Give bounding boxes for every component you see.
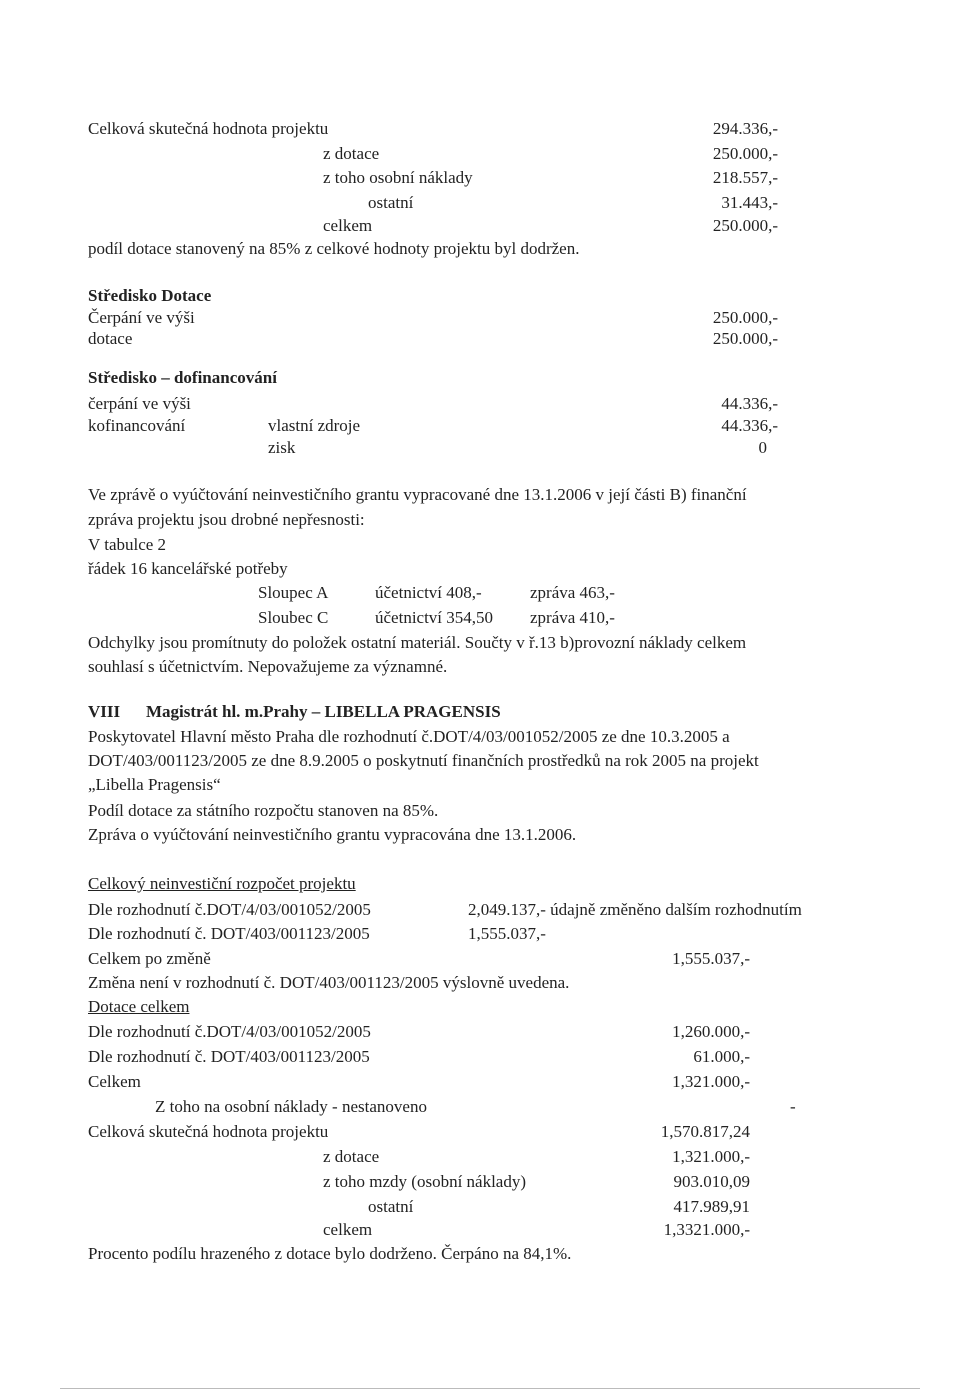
- total-value: 1,570.817,24: [660, 1122, 750, 1141]
- row-value: 250.000,-: [712, 329, 778, 348]
- paragraph-line: souhlasí s účetnictvím. Nepovažujeme za významné.: [88, 657, 448, 676]
- paragraph-line: Zpráva o vyúčtování neinvestičního grantu vypracována dne 13.1.2006.: [88, 825, 577, 844]
- row-value: 31.443,-: [721, 193, 778, 212]
- section-title: Magistrát hl. m.Prahy – LIBELLA PRAGENSIS: [146, 702, 501, 721]
- row-value: 2,049.137,- údajně změněno dalším rozhodnutím: [468, 900, 802, 919]
- row-value: 1,321.000,-: [672, 1072, 750, 1091]
- row-value: 0: [758, 438, 767, 457]
- row-value: 1,3321.000,-: [663, 1220, 750, 1239]
- paragraph-line: Podíl dotace za státního rozpočtu stanoven na 85%.: [88, 801, 439, 820]
- section-number: VIII: [88, 702, 121, 721]
- row-value: 1,555.037,-: [672, 949, 750, 968]
- table-cell: zpráva 410,-: [530, 608, 615, 627]
- row-value: -: [790, 1097, 796, 1116]
- table-cell: účetnictví 354,50: [375, 608, 494, 627]
- total-label: Celková skutečná hodnota projektu: [88, 1122, 329, 1141]
- paragraph-line: Poskytovatel Hlavní město Praha dle rozhodnutí č.DOT/4/03/001052/2005 ze dne 10.3.2005 a: [88, 727, 730, 746]
- paragraph-line: Procento podílu hrazeného z dotace bylo dodrženo. Čerpáno na 84,1%.: [88, 1244, 572, 1263]
- row-value: 1,321.000,-: [672, 1147, 750, 1166]
- table-cell: Sloupec A: [258, 583, 329, 602]
- row-label: Dle rozhodnutí č. DOT/403/001123/2005: [88, 924, 370, 943]
- row-label: Celkem: [88, 1072, 141, 1091]
- paragraph-line: Odchylky jsou promítnuty do položek ostatní materiál. Součty v ř.13 b)provozní náklady celkem: [88, 633, 747, 652]
- section-heading: Středisko – dofinancování: [88, 368, 277, 387]
- page-edge-line: [60, 1388, 920, 1389]
- row-label: celkem: [323, 216, 373, 235]
- row-label: z dotace: [323, 1147, 380, 1166]
- row-label: z dotace: [323, 144, 380, 163]
- row-label: kofinancování: [88, 416, 186, 435]
- paragraph-line: „Libella Pragensis“: [88, 775, 221, 794]
- paragraph-line: DOT/403/001123/2005 ze dne 8.9.2005 o poskytnutí finančních prostředků na rok 2005 na projekt: [88, 751, 759, 770]
- row-sublabel: vlastní zdroje: [268, 416, 361, 435]
- row-value: 44.336,-: [721, 416, 778, 435]
- dotace-heading: Dotace celkem: [88, 997, 190, 1016]
- row-label: Čerpání ve výši: [88, 308, 195, 327]
- row-value: 903.010,09: [673, 1172, 750, 1191]
- row-label: Dle rozhodnutí č.DOT/4/03/001052/2005: [88, 1022, 371, 1041]
- paragraph-line: řádek 16 kancelářské potřeby: [88, 559, 288, 578]
- row-label: ostatní: [368, 193, 414, 212]
- row-label: dotace: [88, 329, 133, 348]
- paragraph-line: zpráva projektu jsou drobné nepřesnosti:: [88, 510, 365, 529]
- total-value: 294.336,-: [712, 119, 778, 138]
- row-value: 44.336,-: [721, 394, 778, 413]
- table-cell: Sloubec C: [258, 608, 329, 627]
- row-label: Celkem po změně: [88, 949, 211, 968]
- table-cell: zpráva 463,-: [530, 583, 615, 602]
- section-heading: Středisko Dotace: [88, 286, 212, 305]
- row-label: z toho mzdy (osobní náklady): [323, 1172, 527, 1191]
- row-label: Z toho na osobní náklady - nestanoveno: [155, 1097, 427, 1116]
- row-label: čerpání ve výši: [88, 394, 191, 413]
- total-label: Celková skutečná hodnota projektu: [88, 119, 329, 138]
- row-label: z toho osobní náklady: [323, 168, 473, 187]
- paragraph-line: Ve zprávě o vyúčtování neinvestičního grantu vypracované dne 13.1.2006 v její části B) finanční: [88, 485, 747, 504]
- row-sublabel: zisk: [268, 438, 296, 457]
- row-value: 250.000,-: [712, 308, 778, 327]
- paragraph-line: Změna není v rozhodnutí č. DOT/403/001123/2005 výslovně uvedena.: [88, 973, 570, 992]
- row-value: 250.000,-: [712, 216, 778, 235]
- budget-heading: Celkový neinvestiční rozpočet projektu: [88, 874, 356, 893]
- row-value: 417.989,91: [673, 1197, 750, 1216]
- row-value: 61.000,-: [693, 1047, 750, 1066]
- table-cell: účetnictví 408,-: [375, 583, 482, 602]
- row-label: celkem: [323, 1220, 373, 1239]
- note: podíl dotace stanovený na 85% z celkové hodnoty projektu byl dodržen.: [88, 239, 580, 258]
- row-value: 218.557,-: [712, 168, 778, 187]
- row-label: ostatní: [368, 1197, 414, 1216]
- row-label: Dle rozhodnutí č. DOT/403/001123/2005: [88, 1047, 370, 1066]
- row-value: 1,555.037,-: [468, 924, 546, 943]
- paragraph-line: V tabulce 2: [88, 535, 167, 554]
- row-label: Dle rozhodnutí č.DOT/4/03/001052/2005: [88, 900, 371, 919]
- row-value: 1,260.000,-: [672, 1022, 750, 1041]
- row-value: 250.000,-: [712, 144, 778, 163]
